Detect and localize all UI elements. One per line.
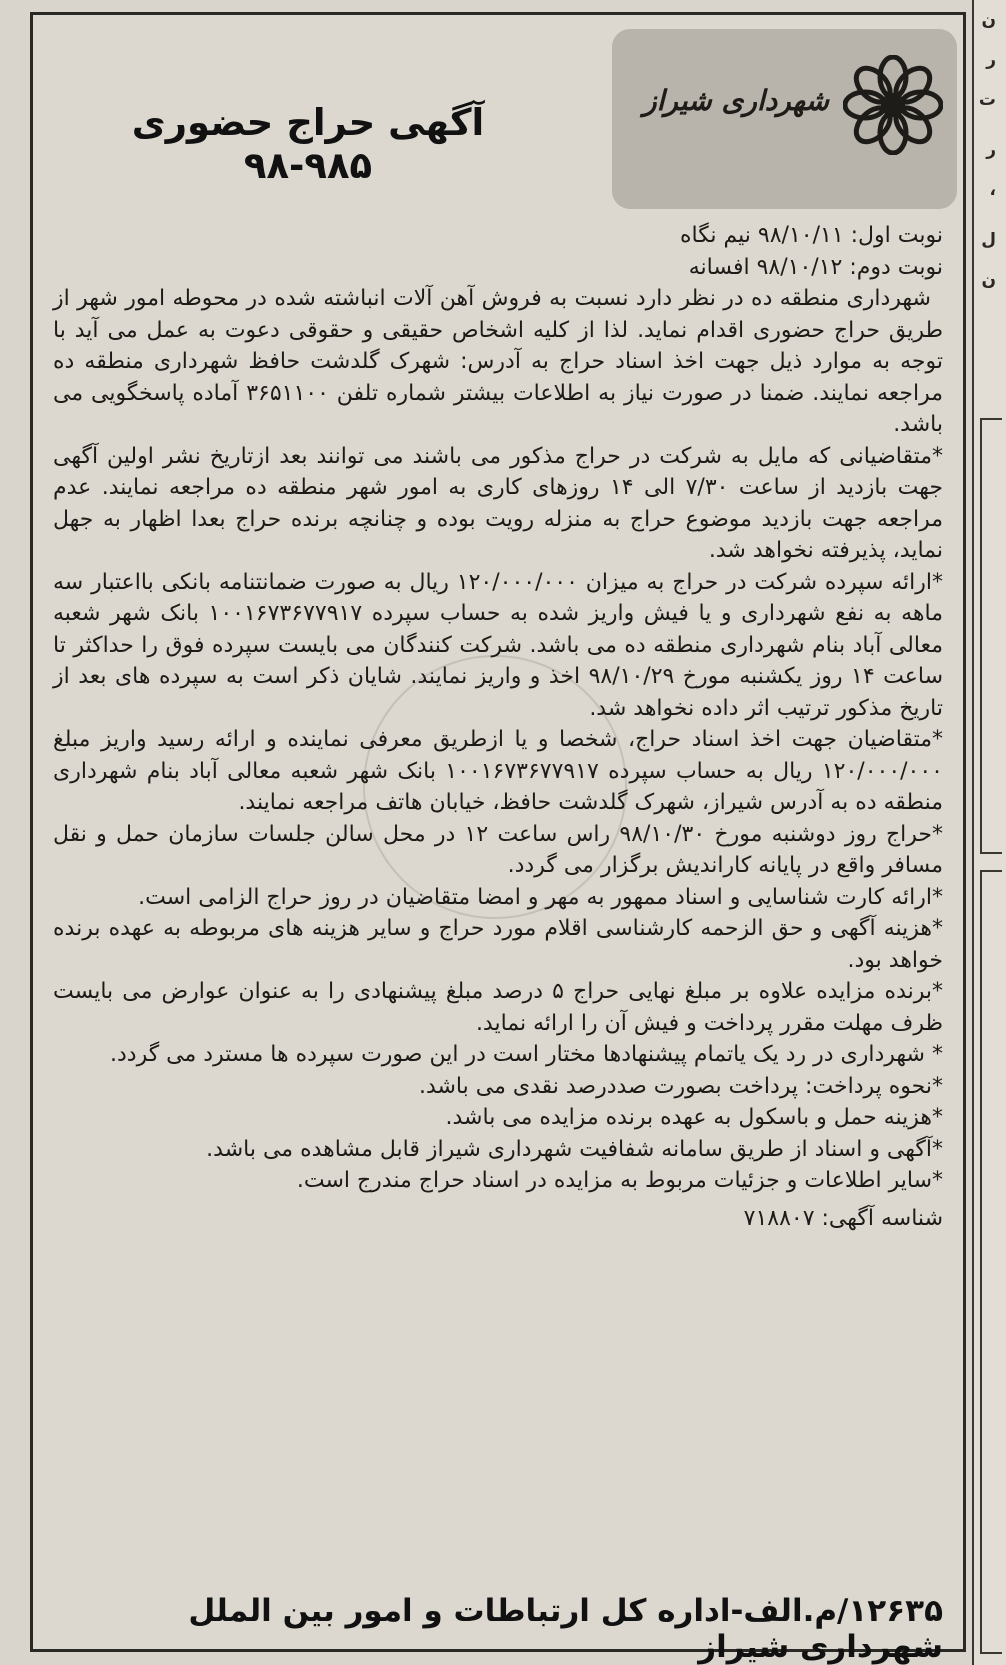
strip-frame: [980, 418, 1002, 854]
payment-line: *نحوه پرداخت: پرداخت بصورت صددرصد نقدی می باشد.: [418, 1073, 943, 1099]
strip-letter: ت: [978, 90, 996, 110]
costs-paragraph: *هزینه آگهی و حق الزحمه کارشناسی اقلام مورد حراج و سایر هزینه های مربوطه به عهده برنده خواهد بود.: [53, 916, 943, 973]
publication-dates: [53, 220, 943, 283]
shiraz-municipality-logo-icon: [843, 55, 943, 155]
strip-letter: ن: [981, 270, 996, 290]
adjacent-column-strip: [972, 0, 1006, 1665]
deposit-paragraph: *ارائه سپرده شرکت در حراج به میزان ۱۲۰/۰۰۰/۰۰۰ ریال به صورت ضمانتنامه بانکی بااعتبار سه ماهه به نفع شهرداری و یا فیش واریز شده به حساب سپرده ۱۰۰۱۶۷۳۶۷۷۹۱۷ بانک شهر شعبه معالی آباد بنام شهرداری منطقه ده می باشد. شرکت کنندگان می بایست سپرده فوق را حداکثر تا ساعت ۱۴ روز یکشنبه مورخ ۹۸/۱۰/۲۹ اخذ و واریز نمایند. شایان ذکر است به سپرده های بعد از تاریخ مذکور ترتیب اثر داده نخواهد شد.: [53, 569, 944, 721]
fees-paragraph: *برنده مزایده علاوه بر مبلغ نهایی حراج ۵ درصد مبلغ پیشنهادی را به عنوان عوارض می بایست ظرف مهلت مقرر پرداخت و فیش آن را ارائه نماید.: [53, 979, 943, 1036]
logo-panel: [612, 29, 957, 209]
rejection-paragraph: * شهرداری در رد یک یاتمام پیشنهادها مختار است در این صورت سپرده ها مسترد می گردد.: [109, 1042, 943, 1067]
auction-notice: [30, 12, 966, 1665]
notice-id: شناسه آگهی: ۷۱۸۸۰۷: [743, 1205, 943, 1231]
intro-paragraph: شهرداری منطقه ده در نظر دارد نسبت به فروش آهن آلات انباشته شده در محوطه امور شهر از طریق حراج حضوری اقدام نماید. لذا از کلیه اشخاص حقیقی و حقوقی دعوت به عمل می آید با توجه به موارد ذیل جهت اخذ اسناد حراج به آدرس: شهرک گلدشت حافظ شهرداری منطقه ده مراجعه نمایند. ضمنا در صورت نیاز به اطلاعات بیشتر شماره تلفن ۳۶۵۱۱۰۰ آماده پاسخگویی می باشد.: [53, 286, 943, 437]
strip-letter: ل: [981, 230, 996, 250]
first-publication-date: نوبت اول: ۹۸/۱۰/۱۱ نیم نگاه: [680, 223, 943, 248]
notice-header: [33, 15, 963, 205]
other-info-line: *سایر اطلاعات و جزئیات مربوط به مزایده در اسناد حراج مندرج است.: [296, 1168, 943, 1193]
auction-time-paragraph: *حراج روز دوشنبه مورخ ۹۸/۱۰/۳۰ راس ساعت ۱۲ در محل سالن جلسات سازمان حمل و نقل مسافر واقع در پایانه کاراندیش برگزار می گردد.: [53, 821, 943, 878]
strip-letter: ن: [981, 10, 996, 30]
transparency-line: *آگهی و اسناد از طریق سامانه شفافیت شهرداری شیراز قابل مشاهده می باشد.: [206, 1136, 943, 1162]
documents-paragraph: *متقاضیان جهت اخذ اسناد حراج، شخصا و یا ازطریق معرفی نماینده و ارائه رسید واریز مبلغ ۱۲۰/۰۰۰/۰۰۰ ریال به حساب سپرده ۱۰۰۱۶۷۳۶۷۷۹۱۷ بانک شهر شعبه معالی آباد بنام شهرداری منطقه ده به آدرس شیراز، شهرک گلدشت حافظ، خیابان هاتف مراجعه نمایند.: [53, 727, 943, 815]
transport-line: *هزینه حمل و باسکول به عهده برنده مزایده می باشد.: [445, 1105, 943, 1130]
notice-title: آگهی حراج حضوری ۹۸۵-۹۸: [131, 101, 485, 187]
strip-letter: ،: [989, 180, 996, 200]
logo-text: شهرداری شیراز: [643, 84, 829, 117]
strip-letter: ر: [986, 140, 996, 160]
notice-footer: ۱۲۶۳۵/م.الف-اداره کل ارتباطات و امور بین الملل شهرداری شیراز: [188, 1593, 943, 1665]
second-publication-date: نوبت دوم: ۹۸/۱۰/۱۲ افسانه: [688, 254, 943, 280]
id-card-paragraph: *ارائه کارت شناسایی و اسناد ممهور به مهر و امضا متقاضیان در روز حراج الزامی است.: [138, 884, 943, 910]
notice-body: [53, 220, 943, 1234]
visit-paragraph: *متقاضیانی که مایل به شرکت در حراج مذکور می باشند می توانند بعد ازتاریخ نشر اولین آگهی جهت بازدید از ساعت ۷/۳۰ الی ۱۴ روزهای کاری به امور شهر منطقه ده مراجعه نمایند. عدم مراجعه جهت بازدید موضوع حراج به منزله رویت بوده و چنانچه برنده حراج بعدا اظهار به جهل نماید، پذیرفته نخواهد شد.: [53, 443, 943, 563]
strip-letter: ر: [986, 50, 996, 70]
strip-frame: [980, 870, 1002, 1654]
